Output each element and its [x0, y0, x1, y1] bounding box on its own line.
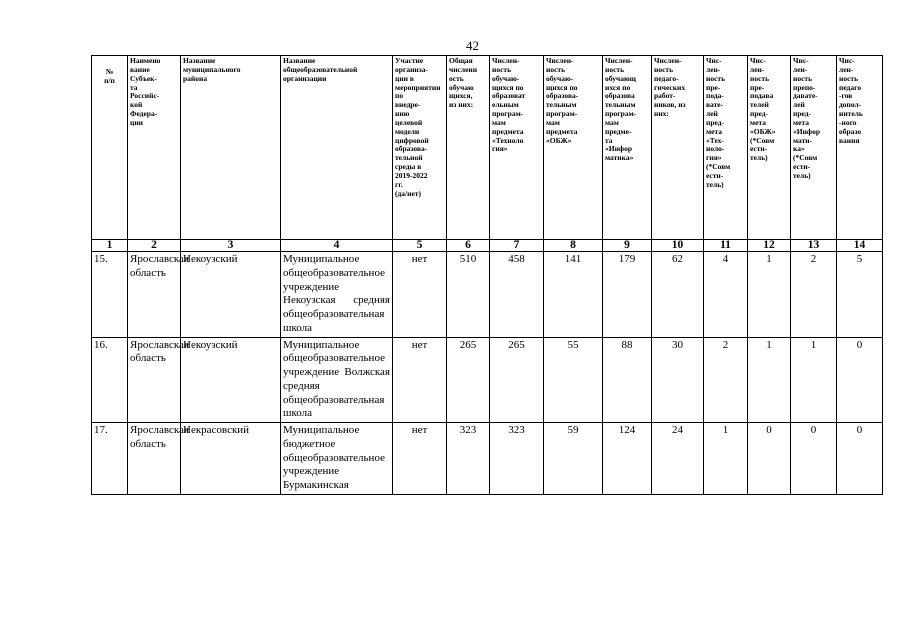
column-number: 7: [490, 240, 544, 252]
technology-students-cell: 265: [490, 337, 544, 423]
header-cell: Чис- лен- ность препо- давате- лей пред- мета «Инфор мати- ка» (*Совм ести- тель): [791, 56, 837, 240]
header-cell: Числен- ность педаго- гических работ- ников, из них:: [652, 56, 704, 240]
organization-cell: Муниципальное общеобразовательное учреждение Некоузская средняя общеобразовательная школа: [281, 252, 393, 338]
header-cell: Участие организа- ции в мероприятии по внедре- нию целевой модели цифровой образова- тельной среды в 2019-2022 гг. (да/нет): [393, 56, 447, 240]
table-row: [92, 337, 883, 423]
column-number: 10: [652, 240, 704, 252]
column-number: 4: [281, 240, 393, 252]
column-number-row-group: [92, 240, 883, 252]
organization-cell: Муниципальное бюджетное общеобразовательное учреждение Бурмакинская: [281, 423, 393, 495]
data-table: [91, 55, 883, 495]
participation-cell: нет: [393, 252, 447, 338]
informatics-students-cell: 88: [603, 337, 652, 423]
additional-education-teachers-cell: 5: [837, 252, 883, 338]
region-cell: Ярославская область: [128, 337, 181, 423]
header-cell: Числен- ность обучаю- щихся по образова- тельным програм- мам предмета «ОБЖ»: [544, 56, 603, 240]
participation-cell: нет: [393, 423, 447, 495]
header-cell: Общая численн ость обучаю щихся, из них:: [447, 56, 490, 240]
participation-cell: нет: [393, 337, 447, 423]
header-cell: Чис- лен- ность пре- пода- вате- лей пред- мета «Тех- ноло- гия» (*Совм ести- тель): [704, 56, 748, 240]
organization-cell: Муниципальное общеобразовательное учреждение Волжская средняя общеобразовательная школа: [281, 337, 393, 423]
header-cell: Числен- ность обучаю- щихся по образоват ельным програм- мам предмета «Техноло гия»: [490, 56, 544, 240]
total-students-cell: 265: [447, 337, 490, 423]
column-number-row: [92, 240, 883, 252]
row-number: 17.: [92, 423, 128, 495]
obzh-students-cell: 55: [544, 337, 603, 423]
obzh-students-cell: 141: [544, 252, 603, 338]
total-students-cell: 323: [447, 423, 490, 495]
obzh-teachers-cell: 1: [748, 252, 791, 338]
obzh-teachers-cell: 1: [748, 337, 791, 423]
page-number: 42: [466, 38, 479, 53]
row-number: 16.: [92, 337, 128, 423]
header-cell: Чис- лен- ность педаго -гов допол- нитель -ного образо вания: [837, 56, 883, 240]
region-cell: Ярославская область: [128, 423, 181, 495]
additional-education-teachers-cell: 0: [837, 337, 883, 423]
obzh-teachers-cell: 0: [748, 423, 791, 495]
column-number: 6: [447, 240, 490, 252]
header-row: [92, 56, 883, 240]
informatics-students-cell: 124: [603, 423, 652, 495]
informatics-teachers-cell: 1: [791, 337, 837, 423]
teachers-cell: 30: [652, 337, 704, 423]
informatics-teachers-cell: 0: [791, 423, 837, 495]
column-number: 1: [92, 240, 128, 252]
column-number: 13: [791, 240, 837, 252]
table-header: [92, 56, 883, 240]
teachers-cell: 62: [652, 252, 704, 338]
header-cell: Название общеобразовательной организации: [281, 56, 393, 240]
column-number: 9: [603, 240, 652, 252]
informatics-students-cell: 179: [603, 252, 652, 338]
technology-students-cell: 458: [490, 252, 544, 338]
additional-education-teachers-cell: 0: [837, 423, 883, 495]
region-cell: Ярославская область: [128, 252, 181, 338]
table-body: [92, 252, 883, 495]
total-students-cell: 510: [447, 252, 490, 338]
column-number: 8: [544, 240, 603, 252]
column-number: 11: [704, 240, 748, 252]
column-number: 12: [748, 240, 791, 252]
obzh-students-cell: 59: [544, 423, 603, 495]
district-cell: Некоузский: [181, 252, 281, 338]
header-cell: Название муниципального района: [181, 56, 281, 240]
technology-teachers-cell: 1: [704, 423, 748, 495]
row-number: 15.: [92, 252, 128, 338]
district-cell: Некоузский: [181, 337, 281, 423]
table-row: [92, 252, 883, 338]
column-number: 14: [837, 240, 883, 252]
teachers-cell: 24: [652, 423, 704, 495]
header-cell: № п/п: [92, 56, 128, 240]
technology-students-cell: 323: [490, 423, 544, 495]
column-number: 2: [128, 240, 181, 252]
column-number: 5: [393, 240, 447, 252]
technology-teachers-cell: 2: [704, 337, 748, 423]
table-row: [92, 423, 883, 495]
technology-teachers-cell: 4: [704, 252, 748, 338]
header-cell: Наимено вание Субъек- та Российс- кой Федера- ции: [128, 56, 181, 240]
header-cell: Чис- лен- ность пре- подава телей пред- мета «ОБЖ» (*Совм ести- тель): [748, 56, 791, 240]
informatics-teachers-cell: 2: [791, 252, 837, 338]
district-cell: Некрасовский: [181, 423, 281, 495]
column-number: 3: [181, 240, 281, 252]
header-cell: Числен- ность обучающ ихся по образова тельным програм- мам предме- та «Инфор матика»: [603, 56, 652, 240]
